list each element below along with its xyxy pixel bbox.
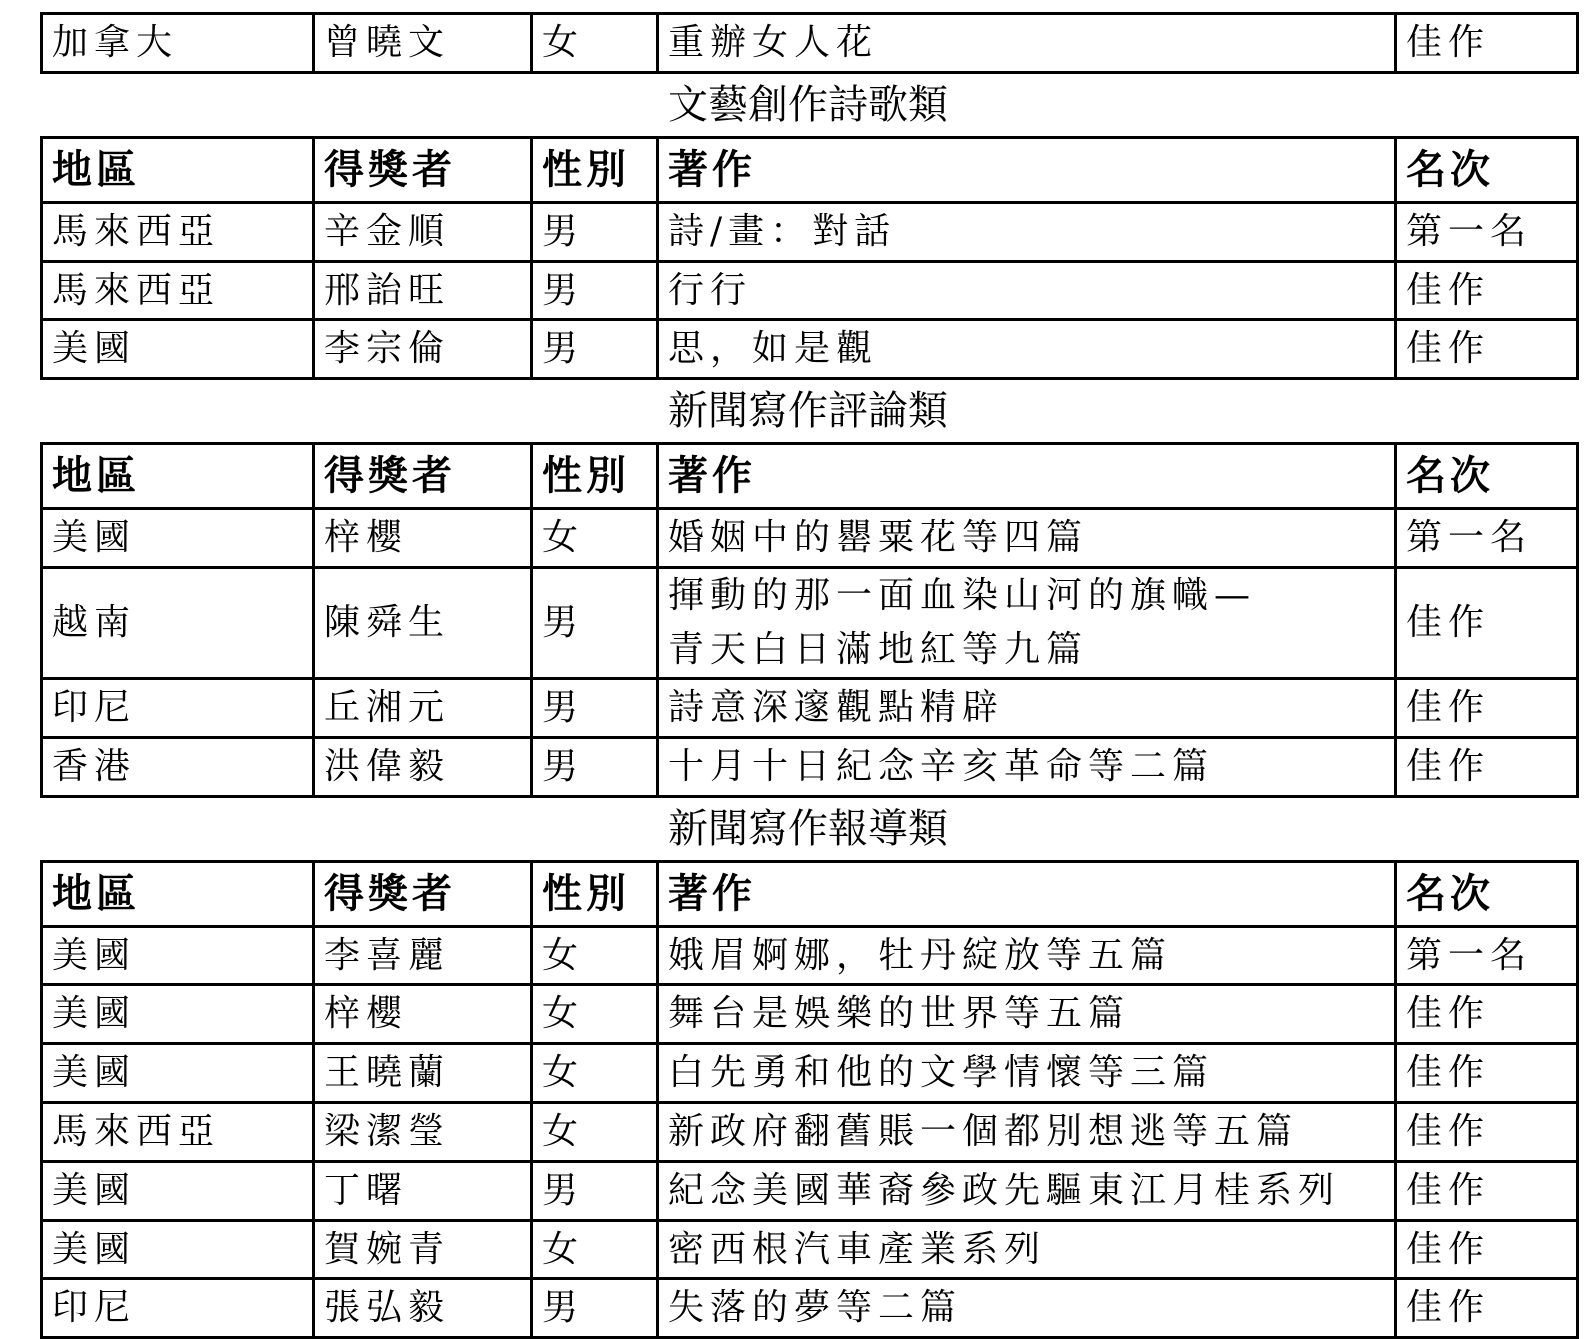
work-title-line: 密西根汽車產業系列 <box>668 1228 1047 1270</box>
gender-cell: 女 <box>532 14 658 73</box>
work-cell <box>658 261 1396 320</box>
work-cell <box>658 1279 1396 1338</box>
region-cell: 美國 <box>42 509 314 568</box>
work-cell <box>658 14 1396 73</box>
winner-cell: 陳舜生 <box>314 567 532 678</box>
rank-cell: 佳作 <box>1396 1102 1578 1161</box>
work-title-line: 思，如是觀 <box>668 328 879 370</box>
winner-cell: 丁曙 <box>314 1161 532 1220</box>
rank-cell: 第一名 <box>1396 509 1578 568</box>
work-title-line: 詩意深邃觀點精辟 <box>668 686 1005 728</box>
work-cell <box>658 678 1396 737</box>
table-row <box>42 567 1578 678</box>
gender-cell: 女 <box>532 1220 658 1279</box>
rank-cell: 第一名 <box>1396 202 1578 261</box>
awards-table <box>40 860 1579 1339</box>
work-title-line: 揮動的那一面血染山河的旗幟— <box>668 574 1257 616</box>
table-row <box>42 1279 1578 1338</box>
table-row <box>42 509 1578 568</box>
table-header-row <box>42 137 1578 202</box>
gender-cell: 男 <box>532 1279 658 1338</box>
work-title-line: 詩/畫：對話 <box>668 210 897 252</box>
table-header-row <box>42 861 1578 926</box>
region-cell: 美國 <box>42 985 314 1044</box>
header-region: 地區 <box>42 444 314 509</box>
winner-cell: 王曉蘭 <box>314 1044 532 1103</box>
header-region: 地區 <box>42 137 314 202</box>
table-row <box>42 926 1578 985</box>
work-title-line: 白先勇和他的文學情懷等三篇 <box>668 1052 1215 1094</box>
awards-table <box>40 442 1579 797</box>
work-title-line: 重辦女人花 <box>668 22 879 63</box>
table-row <box>42 737 1578 796</box>
rank-cell: 佳作 <box>1396 985 1578 1044</box>
header-gender: 性別 <box>532 861 658 926</box>
work-cell <box>658 1220 1396 1279</box>
work-cell <box>658 1161 1396 1220</box>
winner-cell: 辛金順 <box>314 202 532 261</box>
gender-cell: 男 <box>532 567 658 678</box>
gender-cell: 男 <box>532 320 658 379</box>
region-cell: 美國 <box>42 1161 314 1220</box>
header-winner: 得獎者 <box>314 137 532 202</box>
table-row <box>42 1220 1578 1279</box>
gender-cell: 女 <box>532 985 658 1044</box>
work-cell <box>658 737 1396 796</box>
work-title-line: 行行 <box>668 269 753 311</box>
table-row <box>42 1161 1578 1220</box>
header-winner: 得獎者 <box>314 444 532 509</box>
work-cell <box>658 320 1396 379</box>
table-row <box>42 678 1578 737</box>
work-cell <box>658 509 1396 568</box>
region-cell: 美國 <box>42 926 314 985</box>
region-cell: 美國 <box>42 1220 314 1279</box>
region-cell: 香港 <box>42 737 314 796</box>
rank-cell: 第一名 <box>1396 926 1578 985</box>
winner-cell: 賀婉青 <box>314 1220 532 1279</box>
rank-cell: 佳作 <box>1396 678 1578 737</box>
gender-cell: 男 <box>532 1161 658 1220</box>
region-cell: 越南 <box>42 567 314 678</box>
work-title-line: 娥眉婀娜，牡丹綻放等五篇 <box>668 934 1173 976</box>
work-cell <box>658 1044 1396 1103</box>
gender-cell: 男 <box>532 202 658 261</box>
winner-cell: 梓櫻 <box>314 985 532 1044</box>
rank-cell: 佳作 <box>1396 1044 1578 1103</box>
table-row <box>42 1044 1578 1103</box>
awards-table <box>40 136 1579 380</box>
region-cell: 美國 <box>42 320 314 379</box>
winner-cell: 李宗倫 <box>314 320 532 379</box>
region-cell: 馬來西亞 <box>42 261 314 320</box>
region-cell: 美國 <box>42 1044 314 1103</box>
header-rank: 名次 <box>1396 861 1578 926</box>
region-cell: 馬來西亞 <box>42 1102 314 1161</box>
winner-cell: 張弘毅 <box>314 1279 532 1338</box>
gender-cell: 女 <box>532 926 658 985</box>
winner-cell: 李喜麗 <box>314 926 532 985</box>
gender-cell: 男 <box>532 261 658 320</box>
winner-cell: 洪偉毅 <box>314 737 532 796</box>
table-row <box>42 261 1578 320</box>
rank-cell: 佳作 <box>1396 320 1578 379</box>
section-title: 新聞寫作評論類 <box>668 388 948 435</box>
work-title-line: 青天白日滿地紅等九篇 <box>668 628 1089 670</box>
rank-cell: 佳作 <box>1396 1161 1578 1220</box>
gender-cell: 女 <box>532 1044 658 1103</box>
table-row <box>42 202 1578 261</box>
winner-cell: 梁潔瑩 <box>314 1102 532 1161</box>
rank-cell: 佳作 <box>1396 1220 1578 1279</box>
awards-document <box>40 12 1576 1339</box>
header-gender: 性別 <box>532 444 658 509</box>
header-work: 著作 <box>658 137 1396 202</box>
table-row <box>42 14 1578 73</box>
work-cell <box>658 567 1396 678</box>
rank-cell: 佳作 <box>1396 261 1578 320</box>
rank-cell: 佳作 <box>1396 14 1578 73</box>
winner-cell: 曾曉文 <box>314 14 532 73</box>
winner-cell: 邢詒旺 <box>314 261 532 320</box>
header-winner: 得獎者 <box>314 861 532 926</box>
work-cell <box>658 1102 1396 1161</box>
region-cell: 加拿大 <box>42 14 314 73</box>
rank-cell: 佳作 <box>1396 567 1578 678</box>
winner-cell: 丘湘元 <box>314 678 532 737</box>
rank-cell: 佳作 <box>1396 1279 1578 1338</box>
work-title-line: 婚姻中的罌粟花等四篇 <box>668 517 1089 559</box>
work-cell <box>658 985 1396 1044</box>
gender-cell: 男 <box>532 737 658 796</box>
gender-cell: 女 <box>532 1102 658 1161</box>
top-awards-table <box>40 12 1579 74</box>
region-cell: 印尼 <box>42 678 314 737</box>
work-title-line: 新政府翻舊賬一個都別想逃等五篇 <box>668 1110 1299 1152</box>
region-cell: 印尼 <box>42 1279 314 1338</box>
work-title-line: 舞台是娛樂的世界等五篇 <box>668 993 1131 1035</box>
table-row <box>42 1102 1578 1161</box>
header-gender: 性別 <box>532 137 658 202</box>
winner-cell: 梓櫻 <box>314 509 532 568</box>
table-header-row <box>42 444 1578 509</box>
gender-cell: 女 <box>532 509 658 568</box>
work-title-line: 紀念美國華裔參政先驅東江月桂系列 <box>668 1169 1341 1211</box>
header-region: 地區 <box>42 861 314 926</box>
work-cell <box>658 926 1396 985</box>
rank-cell: 佳作 <box>1396 737 1578 796</box>
header-rank: 名次 <box>1396 444 1578 509</box>
header-work: 著作 <box>658 444 1396 509</box>
work-title-line: 十月十日紀念辛亥革命等二篇 <box>668 745 1215 787</box>
gender-cell: 男 <box>532 678 658 737</box>
work-cell <box>658 202 1396 261</box>
table-row <box>42 985 1578 1044</box>
region-cell: 馬來西亞 <box>42 202 314 261</box>
work-title-line: 失落的夢等二篇 <box>668 1287 963 1329</box>
section-title: 文藝創作詩歌類 <box>668 81 948 128</box>
header-rank: 名次 <box>1396 137 1578 202</box>
header-work: 著作 <box>658 861 1396 926</box>
section-title: 新聞寫作報導類 <box>668 805 948 852</box>
table-row <box>42 320 1578 379</box>
